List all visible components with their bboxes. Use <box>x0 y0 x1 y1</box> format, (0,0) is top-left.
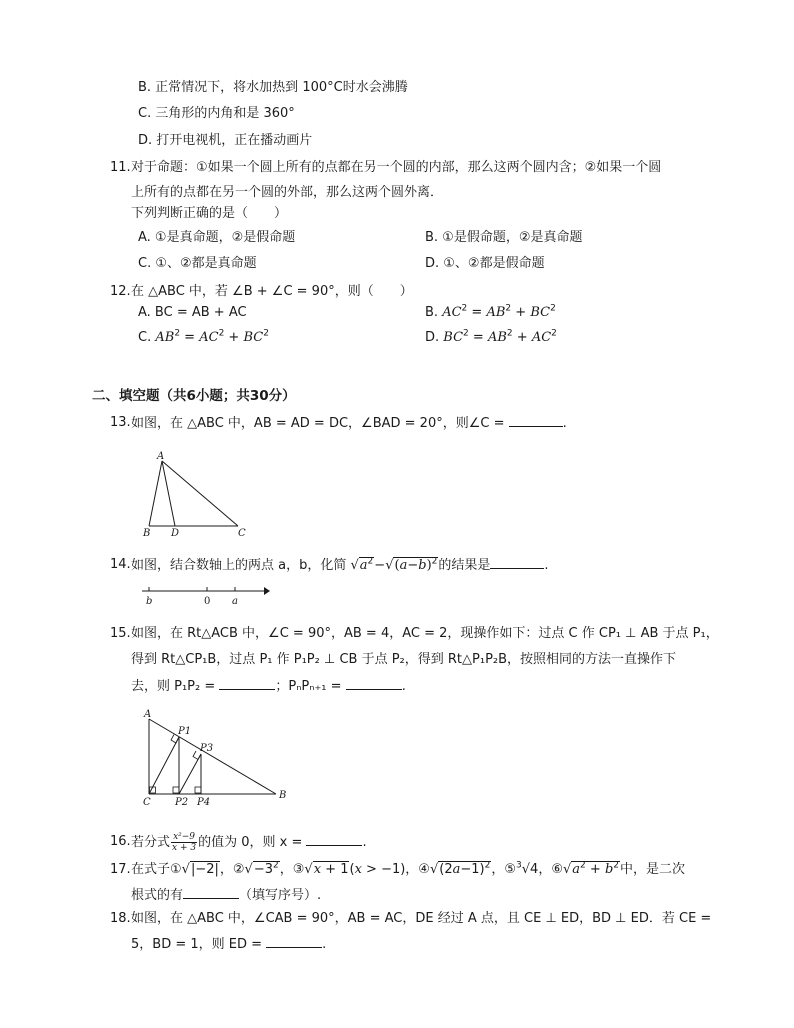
q14-number-line <box>140 582 272 606</box>
q15-label-p3: P3 <box>200 743 214 754</box>
q17-expr-4: $√(2a-1)^2$ <box>429 860 491 877</box>
q12-option-c: C. $AB^2 = AC^2 + BC^2$ <box>138 328 269 345</box>
q11-number: 11. <box>110 160 131 175</box>
q11-option-a: A. ①是真命题，②是假命题 <box>138 230 296 245</box>
q10-option-b: B. 正常情况下，将水加热到 100°C时水会沸腾 <box>138 80 408 95</box>
q15-number: 15. <box>110 626 131 641</box>
q11-option-b: B. ①是假命题，②是真命题 <box>425 230 583 245</box>
q11-option-c: C. ①、②都是真命题 <box>138 256 257 271</box>
q12-option-d: D. $BC^2 = AB^2 + AC^2$ <box>425 328 557 345</box>
q16-stem: 若分式 $\frac{\text{x²−9}}{x + 3}$ 的值为 0，则 x = . <box>131 832 367 853</box>
q12-option-a: A. BC = AB + AC <box>138 305 247 320</box>
q14-answer-blank[interactable] <box>490 555 544 569</box>
q17-number: 17. <box>110 862 131 877</box>
q14-number: 14. <box>110 557 131 572</box>
q13-triangle-figure <box>140 446 250 538</box>
q17-expr-5: $^3$√4 <box>516 860 539 877</box>
q15-segment-cp1 <box>149 737 179 794</box>
q15-label-b: B <box>279 790 287 801</box>
q15-line3: 去，则 P₁P₂ = ；PₙPₙ₊₁ = . <box>131 676 406 697</box>
q12-number: 12. <box>110 284 131 299</box>
q14-sqrt-a-squared: $√a^2$ <box>350 556 374 573</box>
q17-expr-2: $√-3^2$ <box>244 860 279 877</box>
q17-expr-1: √|−2| <box>181 862 219 877</box>
q15-side-ab <box>149 719 276 794</box>
q17-answer-blank[interactable] <box>183 885 239 899</box>
q15-label-p1: P1 <box>178 726 192 737</box>
q10-option-d: D. 打开电视机，正在播动画片 <box>138 133 313 148</box>
q18-line2: 5，BD = 1，则 ED = . <box>131 934 326 955</box>
q15-triangle-figure <box>140 706 292 810</box>
q16-number: 16. <box>110 834 131 849</box>
q15-line2: 得到 Rt△CP₁B，过点 P₁ 作 P₁P₂ ⊥ CB 于点 P₂，得到 Rt△P₁P₂B，按照相同的方法一直操作下 <box>131 652 677 667</box>
q11-line2: 上所有的点都在另一个圆的外部，那么这两个圆外离． <box>131 185 444 200</box>
q13-stem: 如图，在 △ABC 中，AB = AD = DC，∠BAD = 20°，则∠C = . <box>131 413 567 434</box>
q17-line2: 根式的有 （填写序号）. <box>131 885 321 906</box>
q12-option-b: B. $AC^2 = AB^2 + BC^2$ <box>425 303 556 320</box>
q11-option-d: D. ①、②都是假命题 <box>425 256 545 271</box>
q13-label-a: A <box>157 451 165 462</box>
q10-option-c: C. 三角形的内角和是 360° <box>138 106 295 121</box>
q14-label-b: b <box>146 596 153 606</box>
q15-label-c: C <box>143 797 151 808</box>
q13-answer-blank[interactable] <box>509 413 563 427</box>
q13-label-b: B <box>143 528 151 538</box>
q15-label-p2: P2 <box>175 797 189 808</box>
q11-line1: 对于命题：①如果一个圆上所有的点都在另一个圆的内部，那么这两个圆内含；②如果一个圆 <box>131 160 662 175</box>
section-title-fill-in: 二、填空题（共6小题；共30分） <box>92 388 296 404</box>
q11-prompt: 下列判断正确的是（ ） <box>131 206 288 221</box>
q16-fraction: $\frac{\text{x²−9}}{x + 3}$ <box>172 832 197 853</box>
q18-line1: 如图，在 △ABC 中，∠CAB = 90°，AB = AC，DE 经过 A 点，且 CE ⊥ ED，BD ⊥ ED．若 CE = <box>131 911 712 926</box>
q14-label-0: 0 <box>204 596 211 606</box>
q15-answer-blank-2[interactable] <box>346 676 402 690</box>
q12-stem: 在 △ABC 中，若 ∠B + ∠C = 90°，则（ ） <box>131 284 413 299</box>
q15-answer-blank-1[interactable] <box>219 676 275 690</box>
q13-label-c: C <box>238 528 246 538</box>
q16-answer-blank[interactable] <box>306 832 362 846</box>
q18-answer-blank[interactable] <box>266 934 322 948</box>
q14-sqrt-a-minus-b-squared: $√(a-b)^2$ <box>385 556 438 573</box>
q15-right-angle-p2-icon <box>173 787 179 793</box>
q14-label-a: a <box>232 596 238 606</box>
q14-stem: 如图，结合数轴上的两点 a，b，化简 $√a^2-√(a-b)^2$的结果是 . <box>131 555 549 576</box>
q17-expr-3: √x + 1 <box>304 862 349 877</box>
q13-side-ab <box>149 461 162 526</box>
q15-line1: 如图，在 Rt△ACB 中，∠C = 90°，AB = 4，AC = 2，现操作如下：过点 C 作 CP₁ ⊥ AB 于点 P₁， <box>131 626 719 641</box>
q13-label-d: D <box>171 528 180 538</box>
q15-segment-p2p3 <box>179 754 201 794</box>
q14-axis-arrow-icon <box>264 587 270 595</box>
q15-right-angle-p4-icon <box>195 787 201 793</box>
q18-number: 18. <box>110 911 131 926</box>
q15-label-p4: P4 <box>197 797 211 808</box>
q17-line1: 在式子①√|−2|，$②√-3^2$，③√x + 1(x > −1)，$④√(2a-1)^2$，⑤$^3$√4，$⑥√a^2 + b^2$中，是二次 <box>131 860 685 880</box>
q17-expr-6: $√a^2 + b^2$ <box>562 860 619 877</box>
q15-label-a: A <box>144 709 152 720</box>
q13-number: 13. <box>110 415 131 430</box>
